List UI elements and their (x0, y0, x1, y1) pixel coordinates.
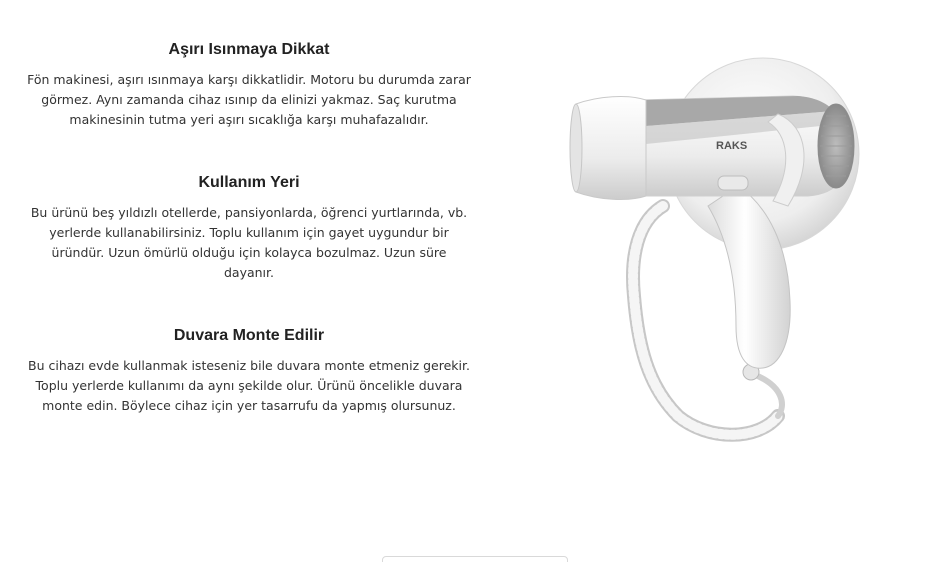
feature-usage-place-title: Kullanım Yeri (198, 174, 300, 191)
feature-wall-mount-title: Duvara Monte Edilir (173, 327, 325, 344)
brand-label: RAKS (716, 140, 748, 152)
bottom-tab[interactable] (382, 556, 568, 562)
hair-dryer-illustration (568, 56, 868, 456)
hair-dryer-image (568, 56, 868, 456)
feature-wall-mount-text: Bu cihazı evde kullanmak isteseniz bile duvara monte etmeniz gerekir. Toplu yerlerde kullanımı da aynı şekilde olur. Ürünü öncelikle duvara monte edin. Böylece cihaz için yer tasarrufu da yapmış olursunuz. (28, 358, 470, 413)
feature-usage-place-text: Bu ürünü beş yıldızlı otellerde, pansiyonlarda, öğrenci yurtlarında, vb. yerlerde kullanabilirsiniz. Toplu kullanım için gayet uygundur bir üründür. Uzun ömürlü olduğu için kolayca bozulmaz. Uzun süre dayanır. (30, 205, 468, 280)
feature-overheat (20, 36, 478, 130)
feature-overheat-title: Aşırı Isınmaya Dikkat (168, 41, 330, 58)
feature-wall-mount (20, 322, 478, 416)
feature-usage-place (20, 169, 478, 283)
feature-overheat-text: Fön makinesi, aşırı ısınmaya karşı dikkatlidir. Motoru bu durumda zarar görmez. Aynı zamanda cihaz ısınıp da elinizi yakmaz. Saç kurutma makinesinin tutma yeri aşırı sıcaklığa karşı muhafazalıdır. (27, 72, 471, 127)
